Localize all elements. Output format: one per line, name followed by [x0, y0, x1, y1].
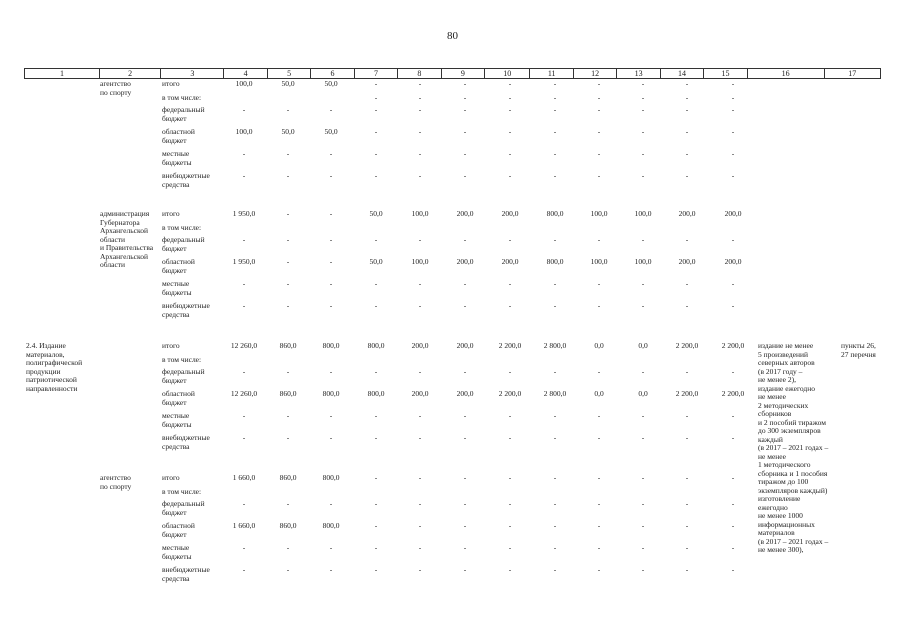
row-label: федеральный бюджет	[162, 235, 205, 253]
value-cell: -	[374, 93, 378, 102]
value-cell: 2 800,0	[543, 341, 567, 350]
value-cell: 800,0	[367, 389, 385, 398]
value-cell: -	[463, 279, 467, 288]
value-cell: -	[731, 279, 735, 288]
value-cell: -	[553, 367, 557, 376]
value-cell: -	[508, 171, 512, 180]
value-cell: -	[242, 565, 246, 574]
value-cell: -	[286, 257, 290, 266]
value-cell: 50,0	[281, 127, 295, 136]
value-cell: -	[731, 499, 735, 508]
value-cell: -	[685, 79, 689, 88]
value-cell: -	[463, 367, 467, 376]
value-cell: -	[641, 433, 645, 442]
value-cell: -	[418, 543, 422, 552]
value-cell: -	[374, 433, 378, 442]
value-cell: -	[597, 105, 601, 114]
value-cell: -	[418, 171, 422, 180]
value-cell: -	[286, 411, 290, 420]
value-cell: -	[374, 127, 378, 136]
value-cell: 200,0	[456, 341, 474, 350]
value-cell: 200,0	[456, 389, 474, 398]
header-col-5: 5	[268, 69, 311, 78]
value-cell: 200,0	[411, 341, 429, 350]
value-cell: -	[463, 149, 467, 158]
value-cell: -	[553, 279, 557, 288]
value-cell: 1 660,0	[232, 473, 256, 482]
value-cell: -	[463, 521, 467, 530]
row-label: внебюджетные средства	[162, 301, 210, 319]
value-cell: 860,0	[279, 389, 297, 398]
value-cell: -	[418, 235, 422, 244]
header-col-3: 3	[161, 69, 224, 78]
value-cell: 0,0	[594, 389, 604, 398]
value-cell: -	[553, 127, 557, 136]
value-cell: 2 200,0	[721, 341, 745, 350]
value-cell: -	[374, 543, 378, 552]
value-cell: -	[286, 433, 290, 442]
value-cell: 800,0	[367, 341, 385, 350]
value-cell: -	[597, 473, 601, 482]
value-cell: -	[553, 433, 557, 442]
value-cell: -	[731, 171, 735, 180]
value-cell: -	[597, 301, 601, 310]
value-cell: 50,0	[369, 209, 383, 218]
row-label: местные бюджеты	[162, 411, 192, 429]
row-label: внебюджетные средства	[162, 565, 210, 583]
value-cell: -	[597, 433, 601, 442]
value-cell: -	[242, 543, 246, 552]
value-cell: -	[374, 79, 378, 88]
value-cell: -	[685, 171, 689, 180]
header-col-11: 11	[530, 69, 573, 78]
value-cell: -	[242, 149, 246, 158]
value-cell: -	[553, 171, 557, 180]
row-label: федеральный бюджет	[162, 499, 205, 517]
value-cell: -	[329, 209, 333, 218]
value-cell: -	[286, 301, 290, 310]
value-cell: -	[597, 93, 601, 102]
value-cell: -	[418, 79, 422, 88]
value-cell: 0,0	[638, 341, 648, 350]
row-label: внебюджетные средства	[162, 171, 210, 189]
value-cell: -	[242, 235, 246, 244]
value-cell: -	[641, 105, 645, 114]
value-cell: -	[374, 367, 378, 376]
value-cell: 800,0	[322, 521, 340, 530]
value-cell: -	[553, 565, 557, 574]
value-cell: -	[597, 79, 601, 88]
value-cell: -	[242, 105, 246, 114]
value-cell: -	[508, 279, 512, 288]
executor-name: администрация Губернатора Архангельской области и Правительства Архангельской области	[100, 209, 154, 269]
value-cell: -	[597, 543, 601, 552]
reference-text: пункты 26, 27 перечня	[841, 341, 876, 359]
value-cell: 2 200,0	[498, 389, 522, 398]
value-cell: -	[242, 367, 246, 376]
header-col-10: 10	[485, 69, 530, 78]
value-cell: -	[374, 565, 378, 574]
header-col-6: 6	[311, 69, 354, 78]
row-label: итого	[162, 473, 180, 482]
value-cell: -	[463, 565, 467, 574]
row-label: федеральный бюджет	[162, 367, 205, 385]
header-col-12: 12	[574, 69, 617, 78]
value-cell: -	[418, 149, 422, 158]
value-cell: -	[597, 127, 601, 136]
header-col-1: 1	[25, 69, 100, 78]
value-cell: -	[286, 149, 290, 158]
value-cell: -	[731, 433, 735, 442]
value-cell: -	[242, 433, 246, 442]
value-cell: -	[508, 79, 512, 88]
value-cell: -	[731, 521, 735, 530]
value-cell: 1 950,0	[232, 257, 256, 266]
executor-name: агентство по спорту	[100, 79, 132, 97]
value-cell: -	[508, 301, 512, 310]
value-cell: 200,0	[678, 257, 696, 266]
header-col-14: 14	[661, 69, 704, 78]
value-cell: -	[641, 411, 645, 420]
row-label: областной бюджет	[162, 521, 195, 539]
value-cell: -	[685, 473, 689, 482]
value-cell: -	[597, 367, 601, 376]
value-cell: -	[508, 105, 512, 114]
value-cell: 1 950,0	[232, 209, 256, 218]
value-cell: -	[242, 279, 246, 288]
value-cell: -	[463, 543, 467, 552]
value-cell: -	[553, 521, 557, 530]
value-cell: -	[418, 433, 422, 442]
header-col-4: 4	[224, 69, 267, 78]
header-col-7: 7	[355, 69, 398, 78]
value-cell: 100,0	[590, 257, 608, 266]
value-cell: -	[597, 565, 601, 574]
value-cell: 800,0	[546, 257, 564, 266]
value-cell: -	[374, 521, 378, 530]
value-cell: -	[597, 411, 601, 420]
value-cell: -	[685, 105, 689, 114]
value-cell: -	[463, 79, 467, 88]
row-label: в том числе:	[162, 487, 202, 496]
value-cell: -	[685, 235, 689, 244]
value-cell: -	[242, 411, 246, 420]
value-cell: -	[685, 93, 689, 102]
value-cell: -	[286, 279, 290, 288]
value-cell: 2 200,0	[675, 389, 699, 398]
value-cell: -	[508, 565, 512, 574]
value-cell: -	[508, 367, 512, 376]
value-cell: -	[685, 127, 689, 136]
value-cell: -	[641, 473, 645, 482]
header-col-2: 2	[100, 69, 161, 78]
value-cell: -	[242, 301, 246, 310]
value-cell: -	[641, 93, 645, 102]
value-cell: 50,0	[369, 257, 383, 266]
value-cell: -	[731, 367, 735, 376]
value-cell: -	[374, 149, 378, 158]
row-label: внебюджетные средства	[162, 433, 210, 451]
value-cell: -	[553, 543, 557, 552]
header-col-17: 17	[848, 69, 857, 78]
value-cell: 0,0	[594, 341, 604, 350]
value-cell: -	[329, 411, 333, 420]
value-cell: -	[641, 79, 645, 88]
value-cell: -	[286, 209, 290, 218]
value-cell: -	[329, 499, 333, 508]
indicator-text: издание не менее 5 произведений северных авторов (в 2017 году – не менее 2), издание ежегодно не менее 2 методических сборников и 2 пособий тиражом до 300 экземпляров каждый (в 2017 – 2021 годах – не менее 1 методического сборника и 1 пособия тиражом до 100 экземпляров каждый) изготовление ежегодно не менее 1000 информационных материалов (в 2017 – 2021 годах – не менее 300),	[758, 341, 829, 554]
value-cell: 50,0	[281, 79, 295, 88]
row-label: местные бюджеты	[162, 543, 192, 561]
value-cell: -	[418, 565, 422, 574]
value-cell: -	[685, 279, 689, 288]
value-cell: 100,0	[411, 209, 429, 218]
value-cell: -	[553, 79, 557, 88]
value-cell: -	[286, 565, 290, 574]
value-cell: -	[374, 411, 378, 420]
value-cell: 200,0	[501, 257, 519, 266]
value-cell: -	[685, 521, 689, 530]
value-cell: -	[329, 171, 333, 180]
value-cell: -	[553, 149, 557, 158]
value-cell: -	[286, 235, 290, 244]
value-cell: -	[329, 543, 333, 552]
row-label: итого	[162, 79, 180, 88]
value-cell: -	[597, 499, 601, 508]
value-cell: 200,0	[501, 209, 519, 218]
value-cell: -	[597, 279, 601, 288]
value-cell: 200,0	[724, 257, 742, 266]
measure-name: 2.4. Издание материалов, полиграфической продукции патриотической направленности	[26, 341, 83, 393]
value-cell: -	[553, 499, 557, 508]
value-cell: 2 200,0	[675, 341, 699, 350]
value-cell: -	[329, 149, 333, 158]
value-cell: -	[463, 171, 467, 180]
value-cell: -	[553, 105, 557, 114]
value-cell: -	[286, 543, 290, 552]
value-cell: -	[463, 235, 467, 244]
value-cell: -	[329, 257, 333, 266]
value-cell: -	[329, 105, 333, 114]
row-label: итого	[162, 341, 180, 350]
header-col-13: 13	[617, 69, 660, 78]
value-cell: 100,0	[235, 79, 253, 88]
value-cell: -	[508, 521, 512, 530]
value-cell: -	[731, 235, 735, 244]
row-label: федеральный бюджет	[162, 105, 205, 123]
value-cell: 800,0	[546, 209, 564, 218]
value-cell: 860,0	[279, 521, 297, 530]
value-cell: -	[553, 235, 557, 244]
value-cell: 1 660,0	[232, 521, 256, 530]
value-cell: -	[508, 235, 512, 244]
value-cell: 0,0	[638, 389, 648, 398]
value-cell: -	[418, 367, 422, 376]
value-cell: 200,0	[456, 209, 474, 218]
value-cell: 200,0	[456, 257, 474, 266]
value-cell: 100,0	[235, 127, 253, 136]
value-cell: -	[463, 473, 467, 482]
page-number: 80	[447, 30, 458, 42]
row-label: местные бюджеты	[162, 149, 192, 167]
value-cell: -	[597, 235, 601, 244]
value-cell: 100,0	[634, 257, 652, 266]
value-cell: 2 800,0	[543, 389, 567, 398]
row-label: областной бюджет	[162, 257, 195, 275]
value-cell: -	[463, 93, 467, 102]
value-cell: 800,0	[322, 473, 340, 482]
value-cell: -	[685, 499, 689, 508]
value-cell: -	[731, 127, 735, 136]
value-cell: -	[286, 367, 290, 376]
row-label: областной бюджет	[162, 389, 195, 407]
table-header-row	[24, 68, 881, 79]
value-cell: -	[731, 301, 735, 310]
value-cell: -	[641, 301, 645, 310]
value-cell: -	[418, 127, 422, 136]
value-cell: -	[553, 411, 557, 420]
value-cell: -	[641, 367, 645, 376]
value-cell: -	[286, 105, 290, 114]
row-label: в том числе:	[162, 93, 202, 102]
value-cell: 100,0	[411, 257, 429, 266]
value-cell: 100,0	[634, 209, 652, 218]
value-cell: 860,0	[279, 341, 297, 350]
value-cell: -	[731, 565, 735, 574]
executor-name: агентство по спорту	[100, 473, 132, 491]
value-cell: -	[374, 499, 378, 508]
value-cell: 800,0	[322, 341, 340, 350]
value-cell: 2 200,0	[721, 389, 745, 398]
value-cell: -	[597, 171, 601, 180]
value-cell: -	[463, 499, 467, 508]
value-cell: -	[597, 149, 601, 158]
value-cell: -	[329, 565, 333, 574]
value-cell: -	[641, 149, 645, 158]
value-cell: -	[731, 79, 735, 88]
value-cell: -	[508, 127, 512, 136]
value-cell: 200,0	[678, 209, 696, 218]
value-cell: -	[553, 301, 557, 310]
value-cell: 2 200,0	[498, 341, 522, 350]
value-cell: -	[508, 149, 512, 158]
header-col-9: 9	[442, 69, 485, 78]
value-cell: -	[508, 411, 512, 420]
value-cell: -	[685, 565, 689, 574]
value-cell: -	[685, 411, 689, 420]
value-cell: -	[731, 473, 735, 482]
value-cell: -	[374, 279, 378, 288]
value-cell: -	[329, 301, 333, 310]
value-cell: 200,0	[411, 389, 429, 398]
value-cell: -	[731, 411, 735, 420]
header-col-16: 16	[748, 69, 825, 78]
value-cell: -	[508, 543, 512, 552]
row-label: областной бюджет	[162, 127, 195, 145]
value-cell: -	[374, 235, 378, 244]
value-cell: -	[374, 105, 378, 114]
value-cell: -	[463, 433, 467, 442]
value-cell: -	[374, 171, 378, 180]
value-cell: -	[553, 93, 557, 102]
value-cell: -	[418, 473, 422, 482]
value-cell: -	[641, 235, 645, 244]
header-col-15: 15	[704, 69, 747, 78]
row-label: в том числе:	[162, 355, 202, 364]
value-cell: -	[641, 279, 645, 288]
value-cell: -	[731, 93, 735, 102]
value-cell: -	[418, 279, 422, 288]
header-col-8: 8	[398, 69, 441, 78]
value-cell: -	[463, 127, 467, 136]
value-cell: 800,0	[322, 389, 340, 398]
value-cell: -	[731, 543, 735, 552]
value-cell: 200,0	[724, 209, 742, 218]
value-cell: 12 260,0	[230, 389, 258, 398]
value-cell: -	[418, 301, 422, 310]
row-label: в том числе:	[162, 223, 202, 232]
value-cell: -	[329, 235, 333, 244]
value-cell: -	[286, 171, 290, 180]
value-cell: -	[641, 171, 645, 180]
value-cell: -	[286, 499, 290, 508]
value-cell: -	[329, 279, 333, 288]
value-cell: -	[463, 301, 467, 310]
value-cell: 50,0	[324, 79, 338, 88]
value-cell: -	[329, 367, 333, 376]
value-cell: -	[508, 93, 512, 102]
value-cell: -	[685, 433, 689, 442]
value-cell: -	[597, 521, 601, 530]
value-cell: -	[374, 301, 378, 310]
value-cell: -	[641, 543, 645, 552]
value-cell: 100,0	[590, 209, 608, 218]
value-cell: -	[463, 411, 467, 420]
value-cell: -	[731, 149, 735, 158]
value-cell: 12 260,0	[230, 341, 258, 350]
value-cell: -	[374, 473, 378, 482]
value-cell: -	[641, 499, 645, 508]
value-cell: -	[418, 411, 422, 420]
row-label: местные бюджеты	[162, 279, 192, 297]
value-cell: -	[641, 565, 645, 574]
value-cell: -	[685, 301, 689, 310]
value-cell: -	[731, 105, 735, 114]
value-cell: -	[685, 149, 689, 158]
value-cell: -	[418, 105, 422, 114]
value-cell: -	[418, 499, 422, 508]
value-cell: -	[418, 521, 422, 530]
value-cell: -	[463, 105, 467, 114]
value-cell: -	[508, 433, 512, 442]
value-cell: -	[685, 543, 689, 552]
value-cell: -	[329, 433, 333, 442]
value-cell: -	[242, 171, 246, 180]
value-cell: -	[641, 521, 645, 530]
value-cell: -	[242, 499, 246, 508]
value-cell: -	[418, 93, 422, 102]
row-label: итого	[162, 209, 180, 218]
value-cell: 50,0	[324, 127, 338, 136]
value-cell: -	[508, 473, 512, 482]
value-cell: -	[553, 473, 557, 482]
value-cell: -	[685, 367, 689, 376]
value-cell: 860,0	[279, 473, 297, 482]
value-cell: -	[641, 127, 645, 136]
value-cell: -	[508, 499, 512, 508]
